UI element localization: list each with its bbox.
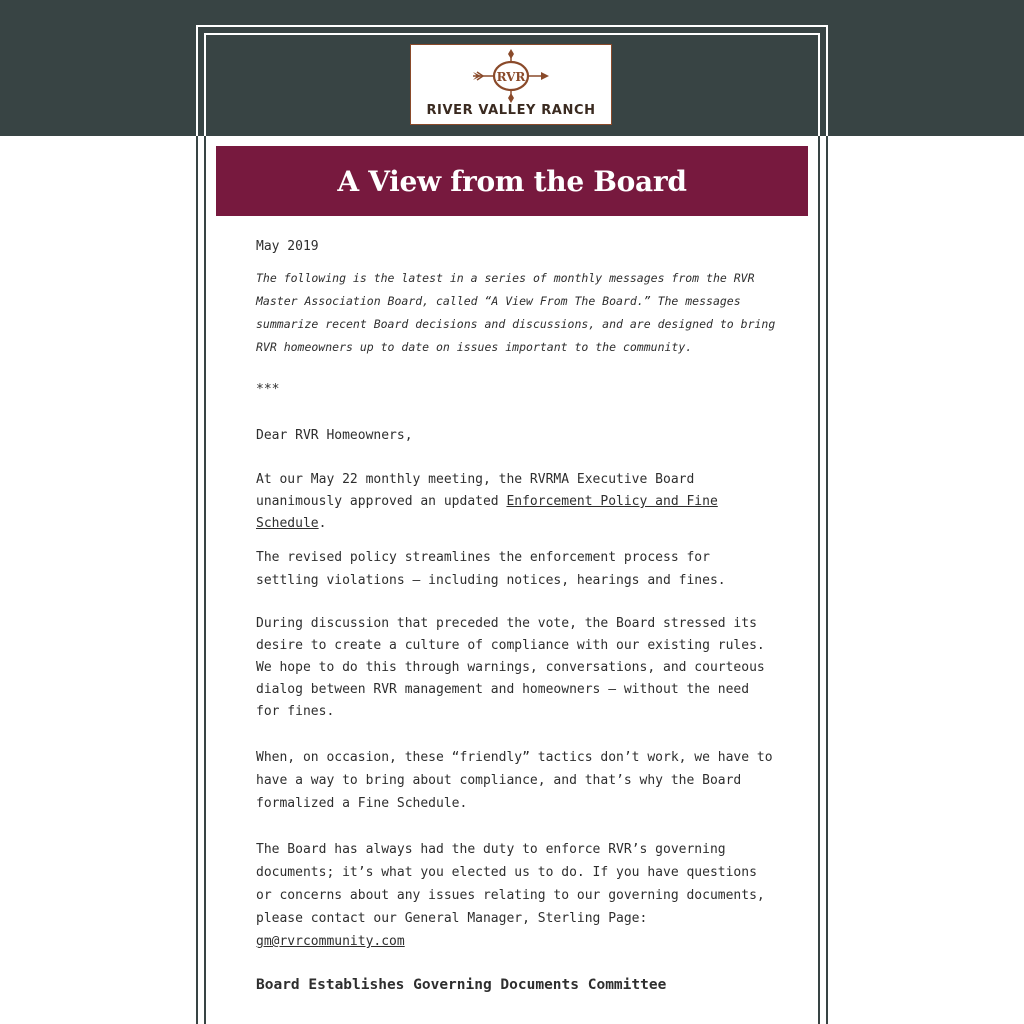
frame-inner-right bbox=[818, 136, 820, 1024]
logo[interactable] bbox=[410, 44, 612, 125]
frame-inner-right-top bbox=[818, 33, 820, 136]
title-banner bbox=[216, 146, 808, 216]
frame-inner-left bbox=[204, 136, 206, 1024]
paragraph-1 bbox=[256, 469, 776, 535]
paragraph-5 bbox=[256, 838, 776, 953]
frame-outer-left-top bbox=[196, 25, 198, 136]
section-heading: Board Establishes Governing Documents Committee bbox=[256, 977, 667, 993]
frame-inner-left-top bbox=[204, 33, 206, 136]
paragraph-4: When, on occasion, these “friendly” tactics don’t work, we have to have a way to bring about compliance, and that’s why the Board formalized a Fine Schedule. bbox=[256, 750, 773, 811]
frame-outer-left bbox=[196, 136, 198, 1024]
separator: *** bbox=[256, 382, 280, 397]
page-title: A View from the Board bbox=[337, 164, 687, 198]
logo-text: RIVER VALLEY RANCH bbox=[426, 103, 596, 118]
frame-inner-top bbox=[204, 33, 820, 35]
paragraph-1-text: At our May 22 monthly meeting, the RVRMA Executive Board unanimously approved an updated bbox=[256, 472, 695, 509]
paragraph-3: During discussion that preceded the vote, the Board stressed its desire to create a culture of compliance with our existing rules. We hope to do this through warnings, conversations, and courteous dialog between RVR management and homeowners – without the need for fines. bbox=[256, 616, 765, 719]
paragraph-1-end: . bbox=[318, 516, 327, 531]
enforcement-policy-link[interactable]: Enforcement Policy and Fine Schedule bbox=[256, 494, 718, 531]
compass-arrow-icon bbox=[471, 49, 551, 103]
email-link[interactable]: gm@rvrcommunity.com bbox=[256, 934, 405, 949]
frame-outer-right bbox=[826, 136, 828, 1024]
salutation: Dear RVR Homeowners, bbox=[256, 428, 413, 443]
logo-monogram: RVR bbox=[496, 70, 526, 84]
intro-paragraph: The following is the latest in a series of monthly messages from the RVR Master Association Board, called “A View From The Board.” The messages summarize recent Board decisions and discussions, and are designed to bring RVR homeowners up to date on issues important to the community. bbox=[256, 271, 776, 354]
date-line: May 2019 bbox=[256, 239, 319, 254]
paragraph-5-text: The Board has always had the duty to enforce RVR’s governing documents; it’s what you elected us to do. If you have questions or concerns about any issues relating to our governing documents, please contact our General Manager, Sterling Page: bbox=[256, 842, 765, 926]
frame-outer-right-top bbox=[826, 25, 828, 136]
paragraph-2: The revised policy streamlines the enforcement process for settling violations – including notices, hearings and fines. bbox=[256, 550, 726, 588]
frame-outer-top bbox=[196, 25, 828, 27]
